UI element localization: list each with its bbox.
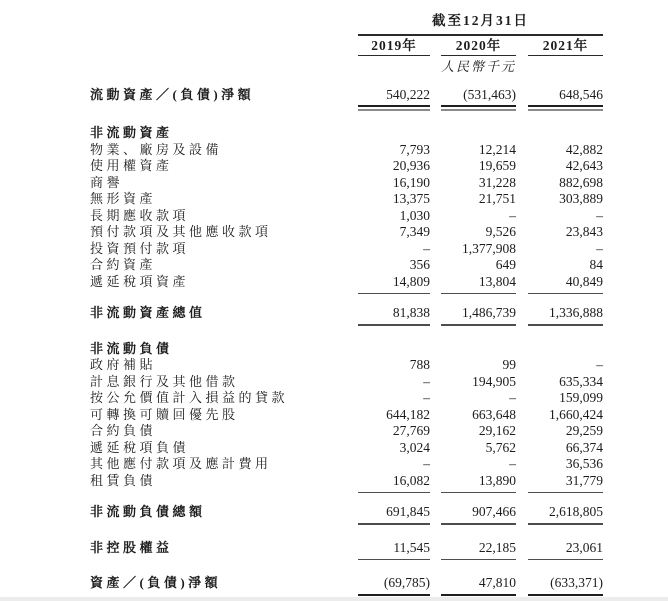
table-row xyxy=(90,540,603,557)
row-label: 可轉換可贖回優先股 xyxy=(90,406,239,422)
value-2019: 788 xyxy=(409,357,430,372)
year-header-row xyxy=(358,37,603,56)
period-title: 截至12月31日 xyxy=(432,13,529,28)
table-row xyxy=(90,274,603,291)
value-2020: 13,890 xyxy=(441,473,516,490)
row-label: 非流動資產 xyxy=(90,125,173,140)
table-row xyxy=(90,305,603,322)
value-2021: – xyxy=(596,207,603,223)
table-row xyxy=(90,191,603,208)
row-label: 物業、廠房及設備 xyxy=(90,141,223,157)
value-2019: 540,222 xyxy=(358,87,430,104)
table-row xyxy=(90,125,603,142)
value-2021: 23,843 xyxy=(565,224,603,239)
value-2019: – xyxy=(423,240,430,256)
value-2020: 47,810 xyxy=(441,575,516,592)
value-2019: 16,190 xyxy=(392,174,430,190)
value-2021: (633,371) xyxy=(528,575,603,592)
row-label: 政府補貼 xyxy=(90,357,157,372)
table-row xyxy=(90,241,603,258)
value-2020: 1,377,908 xyxy=(462,240,516,256)
row-label: 預付款項及其他應收款項 xyxy=(90,224,272,239)
value-2020: 663,648 xyxy=(472,406,516,422)
value-2020: 99 xyxy=(502,357,516,372)
row-label: 流動資產／(負債)淨額 xyxy=(90,86,255,102)
value-2019: – xyxy=(423,390,430,405)
value-2021: 23,061 xyxy=(528,540,603,557)
header-columns-block xyxy=(358,6,603,75)
value-2020: 22,185 xyxy=(441,540,516,557)
value-2020 xyxy=(441,341,516,358)
table-row xyxy=(90,407,603,424)
value-2021: 2,618,805 xyxy=(528,504,603,521)
value-2020: (531,463) xyxy=(441,87,516,104)
table-row xyxy=(90,224,603,241)
table-row xyxy=(90,440,603,457)
value-2019: – xyxy=(423,373,430,389)
value-2021: 303,889 xyxy=(559,191,603,206)
table-row xyxy=(90,158,603,175)
table-header xyxy=(90,6,603,75)
value-2021: – xyxy=(596,240,603,256)
table-row xyxy=(90,504,603,521)
value-2021: – xyxy=(596,357,603,372)
value-2020: 31,228 xyxy=(478,174,516,190)
value-2019: 3,024 xyxy=(399,439,430,455)
value-2021: 159,099 xyxy=(559,390,603,405)
year-column-header-2021: 2021年 xyxy=(528,37,603,56)
financial-table xyxy=(90,0,603,600)
row-label: 投資預付款項 xyxy=(90,240,190,256)
value-2019 xyxy=(358,125,430,142)
row-label: 商譽 xyxy=(90,174,124,190)
row-label: 使用權資產 xyxy=(90,158,173,173)
value-2020: – xyxy=(509,456,516,471)
value-2021: 66,374 xyxy=(565,439,603,455)
row-label: 非控股權益 xyxy=(90,539,173,555)
table-body xyxy=(90,87,603,600)
value-2021: 882,698 xyxy=(559,174,603,190)
value-2019: 14,809 xyxy=(358,274,430,291)
value-2019: (69,785) xyxy=(358,575,430,592)
row-label: 非流動資產總值 xyxy=(90,305,206,320)
unit-cell-center xyxy=(441,59,516,75)
row-label: 無形資產 xyxy=(90,191,157,206)
value-2019: 7,793 xyxy=(399,141,430,157)
value-2019: 644,182 xyxy=(386,406,430,422)
value-2020: 194,905 xyxy=(472,373,516,389)
value-2020: 649 xyxy=(495,257,516,272)
value-2019: 7,349 xyxy=(399,224,430,239)
value-2021: 648,546 xyxy=(528,87,603,104)
table-row xyxy=(90,257,603,274)
period-rule-divider xyxy=(358,34,603,36)
unit-note-row xyxy=(358,59,603,75)
value-2019: – xyxy=(423,456,430,471)
table-row xyxy=(90,456,603,473)
value-2020: 13,804 xyxy=(441,274,516,291)
value-2019: 691,845 xyxy=(358,504,430,521)
value-2021: 42,882 xyxy=(565,141,603,157)
table-row xyxy=(90,423,603,440)
table-row xyxy=(90,87,603,104)
unit-cell-left xyxy=(358,59,430,75)
table-row xyxy=(90,142,603,159)
value-2021: 31,779 xyxy=(528,473,603,490)
value-2021: 1,336,888 xyxy=(528,305,603,322)
table-row xyxy=(90,208,603,225)
value-2020: 12,214 xyxy=(478,141,516,157)
table-row xyxy=(90,175,603,192)
value-2020: – xyxy=(509,390,516,405)
page-bottom-edge xyxy=(0,597,668,601)
row-label: 長期應收款項 xyxy=(90,207,190,223)
value-2020 xyxy=(441,125,516,142)
row-label: 遞延稅項負債 xyxy=(90,439,190,455)
row-label: 計息銀行及其他借款 xyxy=(90,373,239,389)
value-2021: 635,334 xyxy=(559,373,603,389)
value-2019 xyxy=(358,341,430,358)
table-row xyxy=(90,390,603,407)
value-2021: 40,849 xyxy=(528,274,603,291)
table-row xyxy=(90,473,603,490)
value-2021: 1,660,424 xyxy=(549,406,603,422)
value-2020: 9,526 xyxy=(485,224,516,239)
table-row xyxy=(90,357,603,374)
value-2021: 29,259 xyxy=(565,423,603,438)
value-2020: 1,486,739 xyxy=(441,305,516,322)
value-2019: 27,769 xyxy=(392,423,430,438)
year-column-header-2020: 2020年 xyxy=(441,37,516,56)
value-2019: 13,375 xyxy=(392,191,430,206)
row-label: 遞延稅項資產 xyxy=(90,273,190,289)
row-label: 按公允價值計入損益的貸款 xyxy=(90,390,289,405)
unit-note: 人民幣千元 xyxy=(440,58,517,74)
row-label: 合約負債 xyxy=(90,423,157,438)
row-label: 非流動負債 xyxy=(90,340,173,356)
value-2019: 20,936 xyxy=(392,158,430,173)
value-2020: 5,762 xyxy=(485,439,516,455)
value-2021 xyxy=(528,125,603,142)
table-row xyxy=(90,575,603,592)
table-row xyxy=(90,341,603,358)
unit-cell-right xyxy=(528,59,603,75)
row-label: 合約資產 xyxy=(90,257,157,272)
table-row xyxy=(90,374,603,391)
value-2020: 29,162 xyxy=(478,423,516,438)
value-2020: 907,466 xyxy=(441,504,516,521)
row-label: 資產／(負債)淨額 xyxy=(90,575,222,590)
value-2021 xyxy=(528,341,603,358)
row-label: 非流動負債總額 xyxy=(90,504,206,519)
row-label: 租賃負債 xyxy=(90,472,157,488)
value-2020: 19,659 xyxy=(478,158,516,173)
value-2021: 36,536 xyxy=(565,456,603,471)
value-2019: 1,030 xyxy=(399,207,430,223)
value-2019: 16,082 xyxy=(358,473,430,490)
value-2021: 42,643 xyxy=(565,158,603,173)
value-2020: – xyxy=(509,207,516,223)
row-label: 其他應付款項及應計費用 xyxy=(90,456,272,471)
value-2019: 81,838 xyxy=(358,305,430,322)
header-spacer xyxy=(90,6,358,75)
value-2021: 84 xyxy=(589,257,603,272)
value-2020: 21,751 xyxy=(478,191,516,206)
year-column-header-2019: 2019年 xyxy=(358,37,430,56)
value-2019: 11,545 xyxy=(358,540,430,557)
value-2019: 356 xyxy=(409,257,430,272)
